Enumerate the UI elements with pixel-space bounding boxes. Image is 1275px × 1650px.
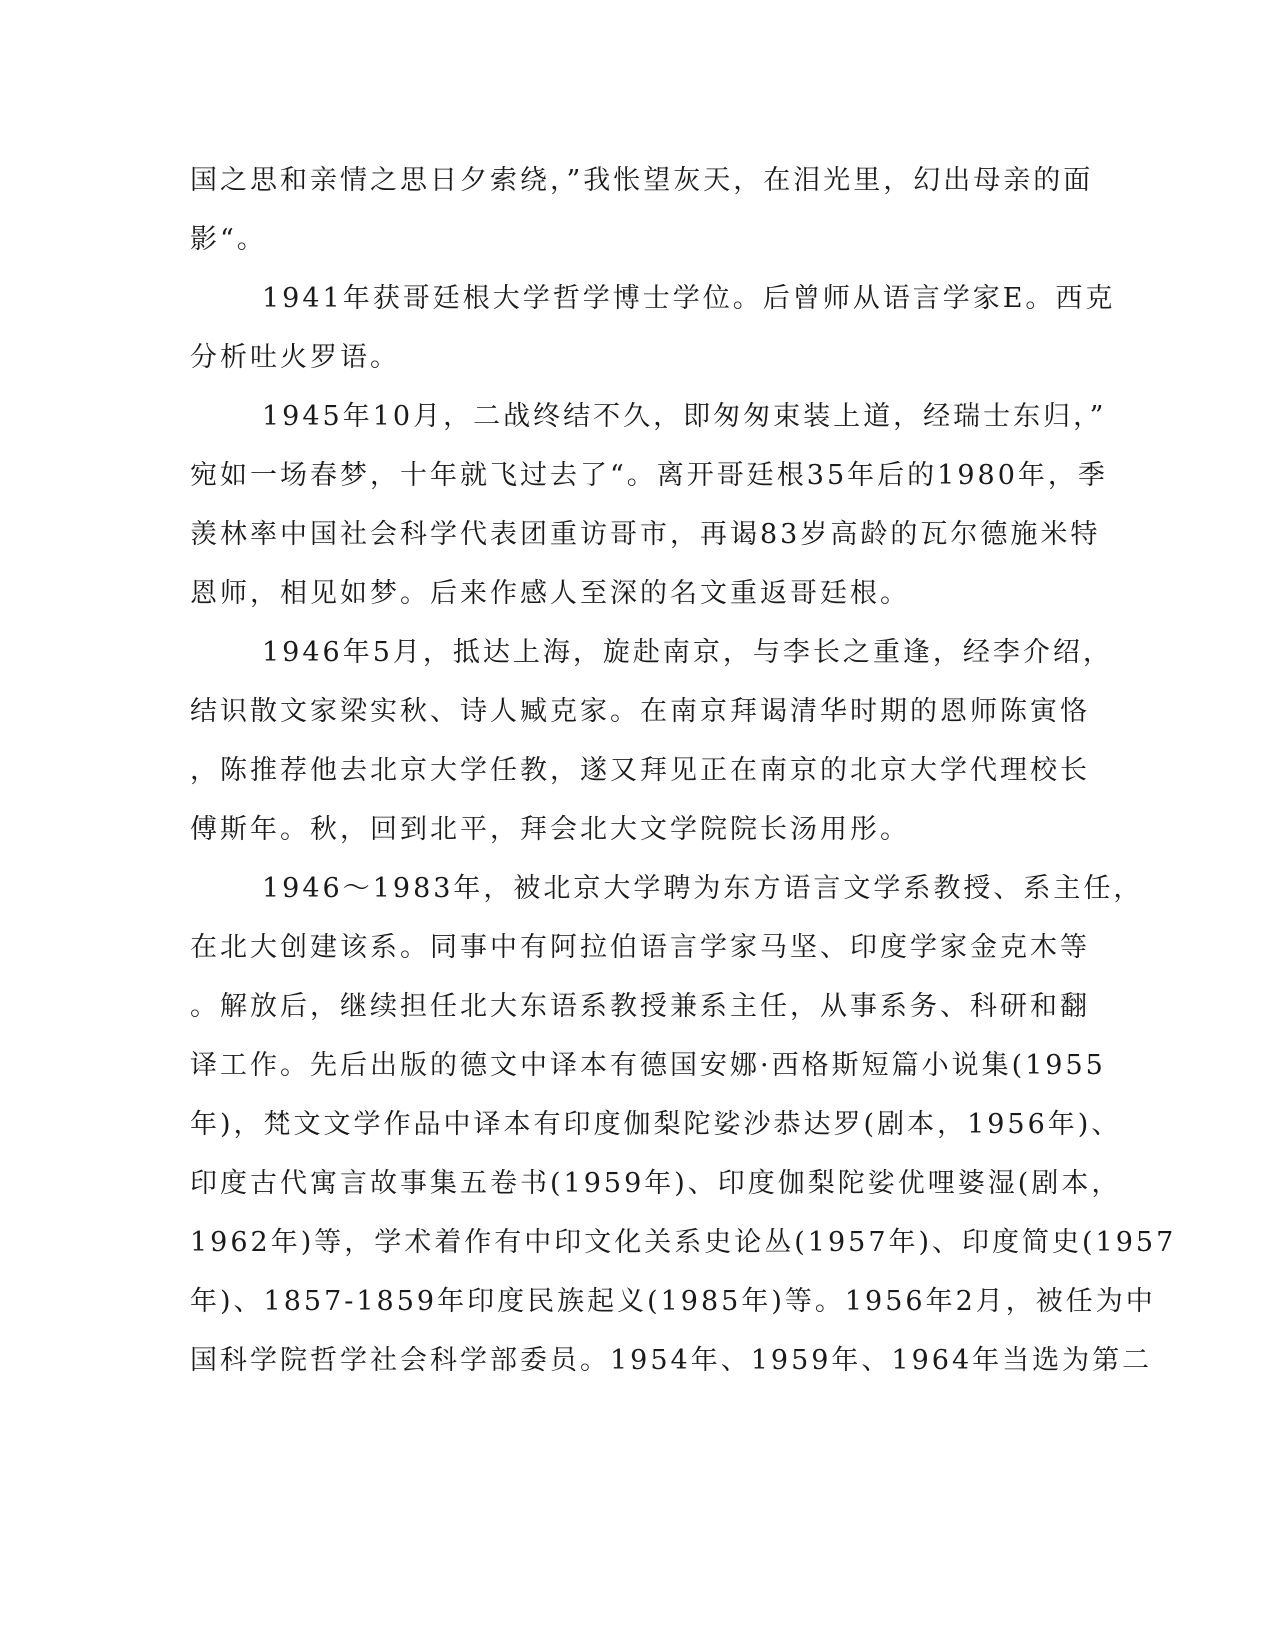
text-line: 译工作。先后出版的德文中译本有德国安娜·西格斯短篇小说集(1955 [190,1050,1106,1081]
paragraph-first-line: 1941年获哥廷根大学哲学博士学位。后曾师从语言学家E。西克 [262,283,1116,314]
text-line: ，陈推荐他去北京大学任教，遂又拜见正在南京的北京大学代理校长 [190,755,1090,786]
text-line: 分析吐火罗语。 [190,342,400,373]
text-line: 年)，梵文文学作品中译本有印度伽梨陀娑沙恭达罗(剧本，1956年)、 [190,1109,1122,1140]
text-line: 1962年)等，学术着作有中印文化关系史论丛(1957年)、印度简史(1957 [190,1227,1177,1258]
text-line: 宛如一场春梦，十年就飞过去了“。离开哥廷根35年后的1980年，季 [190,460,1108,491]
text-line: 印度古代寓言故事集五卷书(1959年)、印度伽梨陀娑优哩婆湿(剧本， [190,1168,1122,1199]
paragraph-first-line: 1946年5月，抵达上海，旋赴南京，与李长之重逢，经李介绍， [262,637,1113,668]
text-line: 影“。 [190,224,267,255]
text-line: 国科学院哲学社会科学部委员。1954年、1959年、1964年当选为第二 [190,1345,1153,1376]
paragraph-first-line: 1946～1983年，被北京大学聘为东方语言文学系教授、系主任， [262,873,1144,904]
text-line: 。解放后，继续担任北大东语系教授兼系主任，从事系务、科研和翻 [190,991,1090,1022]
text-line: 恩师，相见如梦。后来作感人至深的名文重返哥廷根。 [190,578,910,609]
text-line: 结识散文家梁实秋、诗人臧克家。在南京拜谒清华时期的恩师陈寅恪 [190,696,1090,727]
text-line: 傅斯年。秋，回到北平，拜会北大文学院院长汤用彤。 [190,814,910,845]
text-line: 在北大创建该系。同事中有阿拉伯语言学家马坚、印度学家金克木等 [190,932,1090,963]
text-line: 年)、1857-1859年印度民族起义(1985年)等。1956年2月，被任为中 [190,1286,1156,1317]
text-line: 羡林率中国社会科学代表团重访哥市，再谒83岁高龄的瓦尔德施米特 [190,519,1101,550]
paragraph-first-line: 1945年10月，二战终结不久，即匆匆束装上道，经瑞士东归，” [262,401,1107,432]
text-line: 国之思和亲情之思日夕索绕，”我怅望灰天，在泪光里，幻出母亲的面 [190,165,1094,196]
